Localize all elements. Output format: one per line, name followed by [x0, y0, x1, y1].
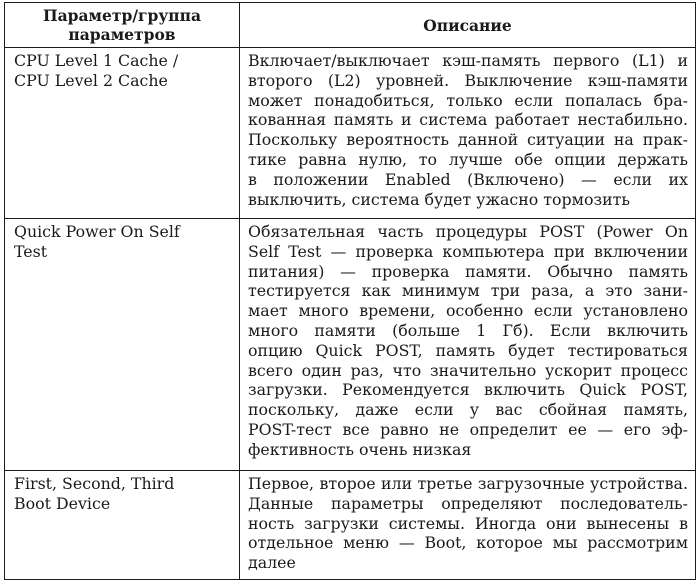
- description-line: Self Test — проверка компьютера при включении: [248, 241, 688, 261]
- header-parameter-line: параметров: [68, 25, 176, 44]
- description-cell: [240, 219, 696, 471]
- description-line: может понадобиться, только если попалась бра-: [248, 90, 688, 110]
- description-line: фективность очень низкая: [248, 439, 472, 459]
- description-line: Первое, второе или третье загрузочные устройства.: [248, 474, 688, 493]
- header-parameter: [5, 3, 240, 48]
- description-line: Данные параметры определяют последователь-: [248, 493, 688, 513]
- description-line: кованная память и система работает нестабильно.: [248, 110, 688, 130]
- header-parameter-line: Параметр/группа: [43, 6, 201, 25]
- description-line: поскольку, даже если у вас сбойная память,: [248, 400, 688, 420]
- description-line: всего один раз, что значительно ускорит процесс: [248, 360, 688, 380]
- parameter-line: CPU Level 2 Cache: [14, 70, 168, 90]
- description-line: питания) — проверка памяти. Обычно память: [248, 261, 688, 281]
- description-line: мает много времени, особенно если установлено: [248, 301, 688, 321]
- parameter-line: Boot Device: [14, 493, 111, 513]
- description-line: выключить, система будет ужасно тормозить: [248, 189, 630, 209]
- description-cell: [240, 471, 696, 580]
- description-line: опцию Quick POST, память будет тестироваться: [248, 340, 688, 360]
- description-line: в положении Enabled (Включено) — если их: [248, 169, 688, 189]
- description-line: Обязательная часть процедуры POST (Power On: [248, 222, 688, 241]
- description-line: много памяти (больше 1 Гб). Если включить: [248, 320, 688, 340]
- parameter-line: Test: [14, 241, 48, 261]
- description-line: Поскольку вероятность данной ситуации на прак-: [248, 130, 688, 150]
- description-line: второго (L2) уровней. Выключение кэш-памяти: [248, 70, 688, 90]
- table-header-row: [5, 3, 696, 48]
- parameter-line: CPU Level 1 Cache /: [14, 51, 179, 70]
- description-line: Включает/выключает кэш-память первого (L1) и: [248, 51, 688, 70]
- parameter-line: Quick Power On Self: [14, 222, 180, 241]
- description-line: тике равна нулю, то лучше обе опции держать: [248, 149, 688, 169]
- parameter-cell: [5, 219, 240, 471]
- table-row: [5, 48, 696, 219]
- parameter-cell: [5, 471, 240, 580]
- parameter-line: First, Second, Third: [14, 474, 175, 493]
- header-description: [240, 3, 696, 48]
- description-cell: [240, 48, 696, 219]
- description-line: тестируется как минимум три раза, а это зани-: [248, 281, 688, 301]
- table-row: [5, 471, 696, 580]
- bios-parameters-table: [4, 2, 696, 580]
- description-line: далее: [248, 553, 296, 573]
- header-description-label: Описание: [423, 15, 512, 35]
- description-line: загрузки. Рекомендуется включить Quick POST,: [248, 380, 688, 400]
- table-row: [5, 219, 696, 471]
- description-line: ность загрузки системы. Иногда они вынесены в: [248, 513, 688, 533]
- description-line: отдельное меню — Boot, которое мы рассмотрим: [248, 533, 688, 553]
- parameter-cell: [5, 48, 240, 219]
- description-line: POST-тест все равно не определит ее — его эф-: [248, 419, 688, 439]
